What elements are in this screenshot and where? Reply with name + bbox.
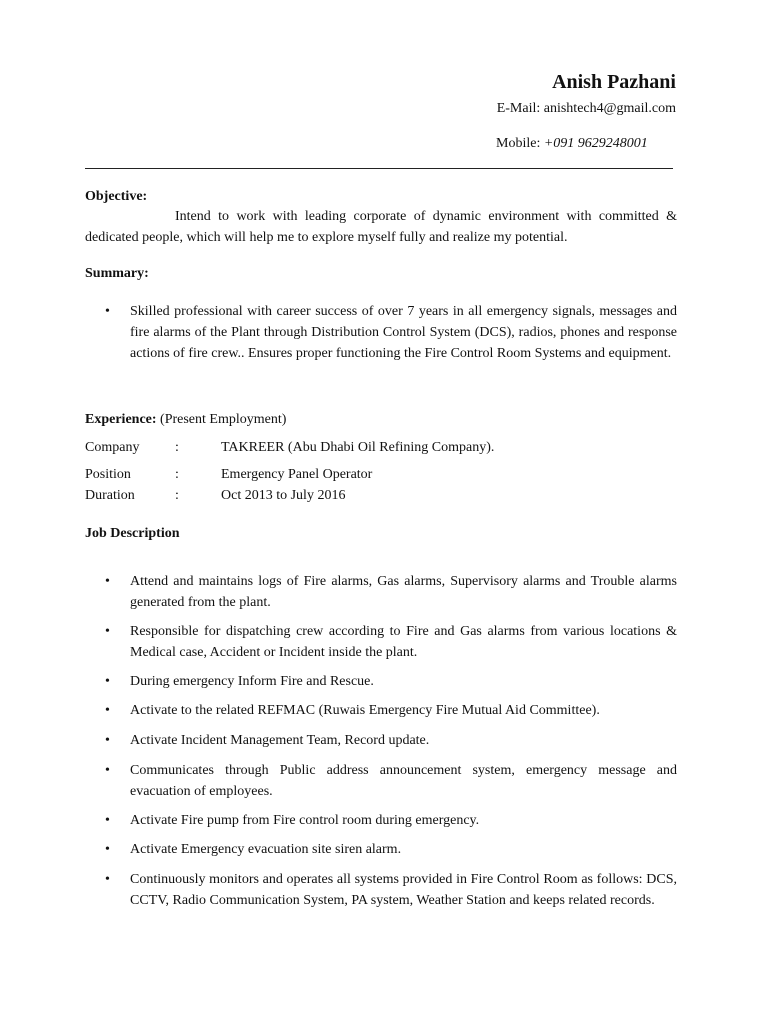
bullet-icon: • [105, 304, 110, 319]
job-item-text: Responsible for dispatching crew according to Fire and Gas alarms from various locations & Medical case, Accident or Incident inside the plant. [130, 624, 677, 660]
bullet-icon: • [105, 703, 110, 718]
list-item [85, 760, 677, 802]
objective-heading: Objective: [85, 189, 148, 204]
job-description-heading: Job Description [85, 526, 180, 541]
company-colon: : [175, 440, 179, 455]
company-value: TAKREER (Abu Dhabi Oil Refining Company). [221, 440, 495, 455]
mobile-label: Mobile: [496, 136, 544, 151]
list-item [85, 571, 677, 613]
job-item-text: Activate to the related REFMAC (Ruwais Emergency Fire Mutual Aid Committee). [130, 703, 600, 718]
list-item [85, 671, 677, 692]
job-item-text: Communicates through Public address announcement system, emergency message and evacuation of employees. [130, 763, 677, 799]
header-divider [85, 168, 673, 169]
job-item-8 [85, 869, 677, 911]
position-label: Position [85, 467, 131, 482]
email-line: E-Mail: anishtech4@gmail.com [496, 101, 676, 116]
objective-body: Intend to work with leading corporate of dynamic environment with committed & dedicated people, which will help me to explore myself fully and realize my potential. [85, 209, 677, 245]
job-item-text: Activate Emergency evacuation site siren alarm. [130, 842, 402, 857]
job-item-1 [85, 621, 677, 663]
position-colon: : [175, 467, 179, 482]
bullet-icon: • [105, 763, 110, 778]
bullet-icon: • [105, 574, 110, 589]
objective-text [85, 206, 677, 248]
bullet-icon: • [105, 733, 110, 748]
summary-list [85, 301, 677, 364]
experience-heading-line [85, 412, 286, 428]
job-item-3 [85, 700, 677, 721]
mobile-number: +091 9629248001 [543, 136, 648, 151]
duration-colon: : [175, 488, 179, 503]
list-item [85, 869, 677, 911]
job-item-5 [85, 760, 677, 802]
list-item [85, 730, 677, 751]
list-item [85, 839, 677, 860]
job-item-7 [85, 839, 677, 860]
duration-label: Duration [85, 488, 135, 503]
company-label: Company [85, 440, 140, 455]
summary-item-text: Skilled professional with career success of over 7 years in all emergency signals, messages and fire alarms of the Plant through Distribution Control System (DCS), radios, phones and response actions of fire crew.. Ensures proper functioning the Fire Control Room Systems and equipment. [130, 304, 677, 361]
job-item-text: Attend and maintains logs of Fire alarms, Gas alarms, Supervisory alarms and Trouble alarms generated from the plant. [130, 574, 677, 610]
job-item-4 [85, 730, 677, 751]
bullet-icon: • [105, 842, 110, 857]
experience-heading: Experience: [85, 412, 157, 427]
mobile-line [496, 136, 648, 152]
bullet-icon: • [105, 813, 110, 828]
job-item-text: During emergency Inform Fire and Rescue. [130, 674, 374, 689]
job-item-text: Continuously monitors and operates all systems provided in Fire Control Room as follows: DCS, CCTV, Radio Communication System, PA system, Weather Station and keeps related records. [130, 872, 677, 908]
summary-heading: Summary: [85, 266, 149, 281]
list-item [85, 301, 677, 364]
job-item-text: Activate Incident Management Team, Record update. [130, 733, 430, 748]
bullet-icon: • [105, 674, 110, 689]
candidate-name: Anish Pazhani [552, 71, 676, 93]
bullet-icon: • [105, 624, 110, 639]
position-value: Emergency Panel Operator [221, 467, 373, 482]
duration-value: Oct 2013 to July 2016 [221, 488, 346, 503]
job-item-0 [85, 571, 677, 613]
list-item [85, 621, 677, 663]
job-item-text: Activate Fire pump from Fire control room during emergency. [130, 813, 480, 828]
job-item-6 [85, 810, 677, 831]
bullet-icon: • [105, 872, 110, 887]
job-item-2 [85, 671, 677, 692]
list-item [85, 810, 677, 831]
experience-note: (Present Employment) [156, 412, 287, 427]
list-item [85, 700, 677, 721]
